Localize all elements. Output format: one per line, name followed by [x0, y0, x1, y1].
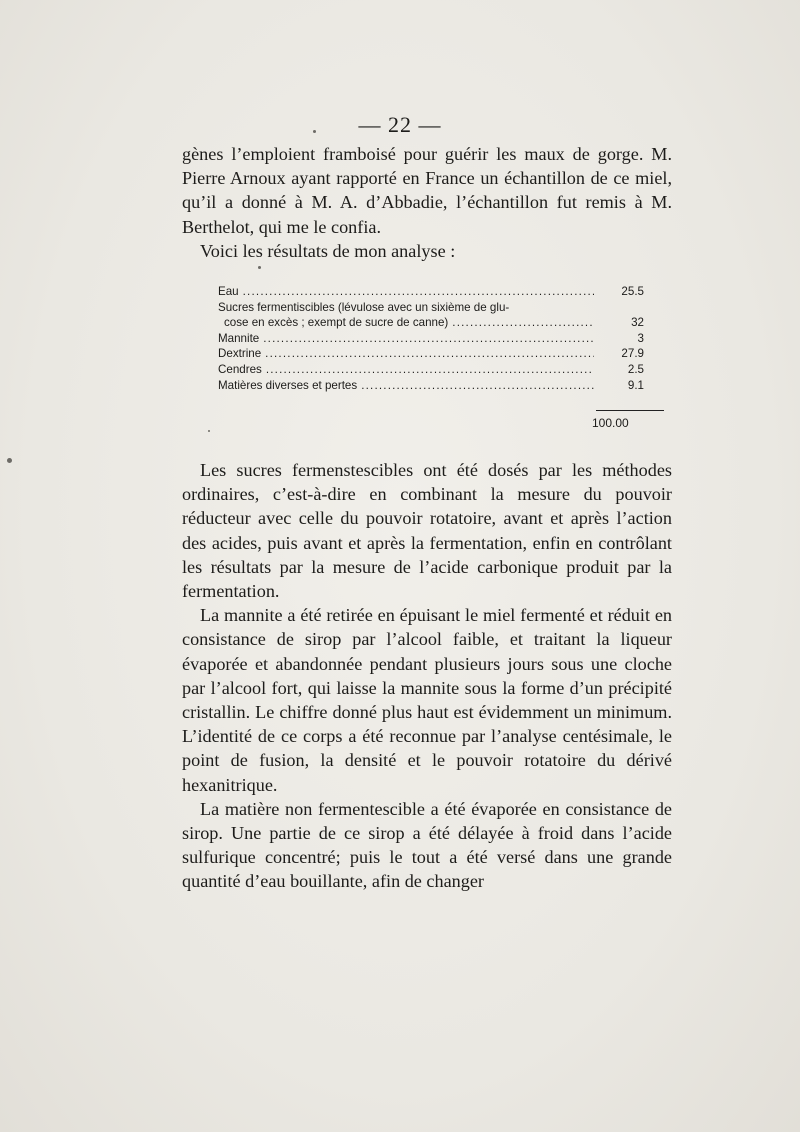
analysis-label: Mannite [218, 331, 260, 345]
paragraph-continued: gènes l’emploient framboisé pour guérir les maux de gorge. M. Pierre Arnoux ayant rapporté en France un échantillon de ce miel, qu’il a donné à M. A. d’Abbadie, l’échantillon fut remis à M. Berthelot, qui me le confia. [182, 144, 672, 237]
analysis-value: 3 [637, 331, 644, 345]
text-block-top [182, 142, 672, 263]
paragraph-mannite: La mannite a été retirée en épuisant le miel fermenté et réduit en consistance de sirop par l’alcool faible, et traitant la liqueur évaporée et abandonnée pendant plusieurs jours sous une cloche par l’alcool fort, qui laisse la mannite sous la forme d’un précipité cristallin. Le chiffre donné plus haut est évidemment un minimum. L’identité de ce corps a été reconnue par l’analyse centésimale, le point de fusion, la densité et le pouvoir rotatoire du dérivé hexanitrique. [182, 605, 672, 795]
analysis-row [218, 315, 644, 331]
leader-dots [263, 331, 594, 347]
paragraph-intro: Voici les résultats de mon analyse : [200, 240, 456, 261]
analysis-label: Sucres fermentiscibles (lévulose avec un sixième de glu- [218, 300, 510, 314]
analysis-label: Matières diverses et pertes [218, 378, 358, 392]
scan-speck [208, 430, 210, 432]
analysis-row [218, 284, 644, 300]
analysis-row [218, 362, 644, 378]
leader-dots [243, 284, 594, 300]
scan-speck [258, 266, 261, 269]
total-rule [596, 410, 664, 411]
analysis-value: 2.5 [627, 362, 644, 376]
analysis-value: 27.9 [621, 347, 644, 361]
analysis-label: cose en excès ; exempt de sucre de canne) [224, 316, 449, 330]
analysis-row [218, 346, 644, 362]
analysis-label: Eau [218, 285, 239, 298]
analysis-row [218, 378, 644, 394]
paragraph-non-fermentescible: La matière non fermentescible a été évaporée en consistance de sirop. Une partie de ce sirop a été délayée à froid dans l’acide sulfurique concentré; puis le tout a été versé dans une grande quantité d’eau bouillante, afin de changer [182, 798, 672, 892]
scan-speck [7, 458, 12, 463]
leader-dots [361, 378, 594, 394]
page-number: — 22 — [358, 112, 442, 137]
leader-dots [265, 346, 594, 362]
analysis-label: Dextrine [218, 347, 262, 361]
analysis-row [218, 300, 644, 316]
analysis-row [218, 331, 644, 347]
paragraph-methods: Les sucres fermenstescibles ont été dosés par les méthodes ordinaires, c’est-à-dire en combinant la mesure du pouvoir réducteur avec celle du pouvoir rotatoire, avant et après l’action des acides, puis avant et après la fermentation, enfin en contrôlant les résultats par la mesure de l’acide carbonique produit par la fermentation. [182, 460, 672, 602]
analysis-value: 25.5 [621, 285, 644, 298]
text-block-body [182, 458, 672, 894]
scan-speck [313, 130, 316, 133]
analysis-table [218, 284, 644, 393]
leader-dots [452, 315, 594, 331]
analysis-label: Cendres [218, 362, 262, 376]
analysis-value: 32 [631, 316, 644, 330]
analysis-total: 100.00 [592, 416, 629, 430]
analysis-value: 9.1 [627, 378, 644, 392]
leader-dots [266, 362, 594, 378]
